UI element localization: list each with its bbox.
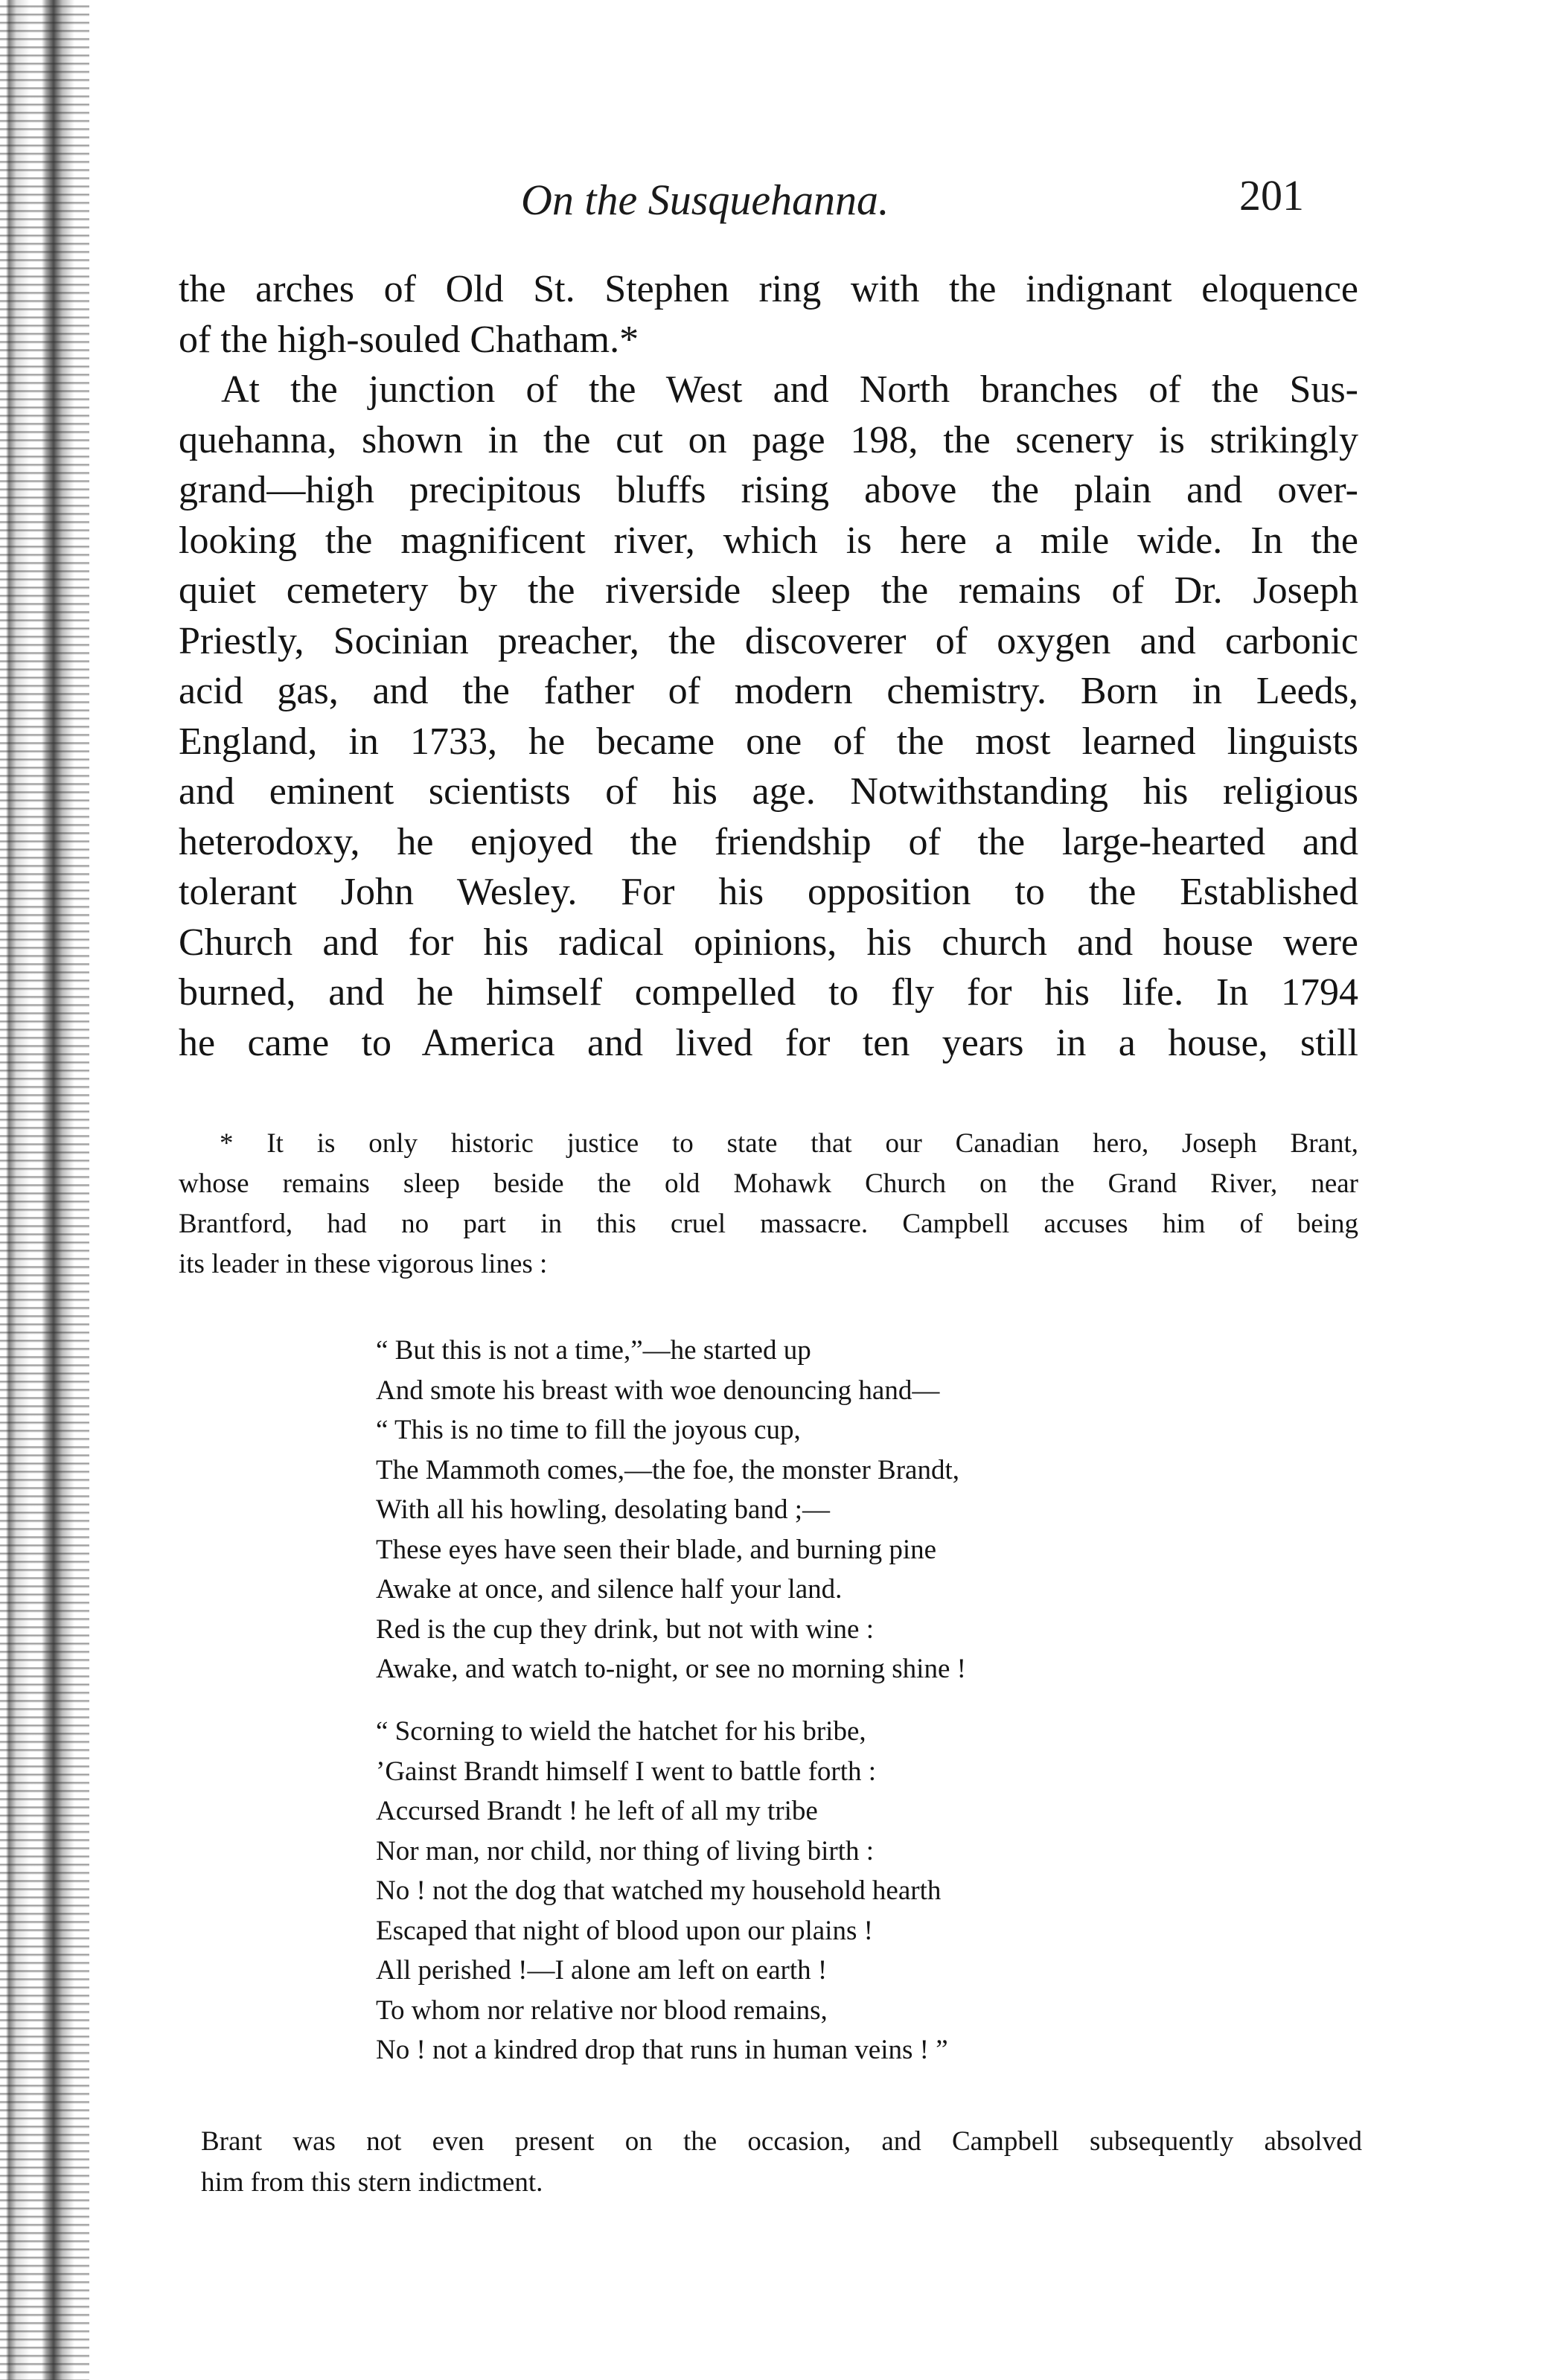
poem-line: The Mammoth comes,—the foe, the monster Brandt, [376, 1454, 960, 1485]
footnote-line: whose remains sleep beside the old Mohawk Church on the Grand River, near [179, 1168, 1358, 1199]
poem-stanza-2 [376, 1712, 1269, 2070]
page-header [0, 167, 1563, 234]
closing-note-line: him from this stern indictment. [201, 2167, 543, 2198]
body-line: he came to America and lived for ten years in a house, still [179, 1021, 1358, 1064]
body-line: the arches of Old St. Stephen ring with the indignant eloquence [179, 268, 1358, 310]
body-line: At the junction of the West and North branches of the Sus- [221, 368, 1358, 411]
poem-line: All perished !—I alone am left on earth ! [376, 1955, 828, 1986]
running-title: On the Susquehanna. [521, 176, 889, 224]
body-line: acid gas, and the father of modern chemistry. Born in Leeds, [179, 670, 1358, 712]
body-line: of the high-souled Chatham.* [179, 318, 639, 361]
body-line: grand—high precipitous bluffs rising above the plain and over- [179, 469, 1358, 511]
poem-line: Awake, and watch to-night, or see no morning shine ! [376, 1654, 966, 1684]
body-line: tolerant John Wesley. For his opposition to the Established [179, 871, 1358, 913]
poem-line: Awake at once, and silence half your land. [376, 1574, 843, 1605]
poem-stanza-1 [376, 1331, 1269, 1689]
body-line: quiet cemetery by the riverside sleep the remains of Dr. Joseph [179, 569, 1358, 612]
poem-line: “ This is no time to fill the joyous cup, [376, 1415, 801, 1445]
poem-line: And smote his breast with woe denouncing hand— [376, 1375, 940, 1406]
poem-line: To whom nor relative nor blood remains, [376, 1994, 828, 2026]
body-line: quehanna, shown in the cut on page 198, the scenery is strikingly [179, 418, 1358, 461]
body-line: Priestly, Socinian preacher, the discoverer of oxygen and carbonic [179, 619, 1358, 662]
closing-note [201, 2121, 1362, 2203]
footnote-line: its leader in these vigorous lines : [179, 1249, 548, 1279]
footnote-line: * It is only historic justice to state that our Canadian hero, Joseph Brant, [220, 1128, 1358, 1159]
poem-line: These eyes have seen their blade, and burning pine [376, 1534, 937, 1565]
footnote [179, 1124, 1358, 1285]
poem-line: No ! not the dog that watched my household hearth [376, 1875, 942, 1906]
scanned-binding-edge [0, 0, 89, 2380]
body-line: burned, and he himself compelled to fly for his life. In 1794 [179, 971, 1358, 1014]
poem-line: Accursed Brandt ! he left of all my tribe [376, 1796, 818, 1826]
body-line: looking the magnificent river, which is here a mile wide. In the [179, 519, 1358, 562]
poem-line: No ! not a kindred drop that runs in human veins ! ” [376, 2035, 948, 2065]
poem-line: ’Gainst Brandt himself I went to battle forth : [376, 1756, 877, 1787]
body-line: Church and for his radical opinions, his church and house were [179, 921, 1358, 964]
poem-line: Red is the cup they drink, but not with wine : [376, 1613, 874, 1645]
page-number: 201 [1239, 171, 1304, 220]
poem-line: Nor man, nor child, nor thing of living birth : [376, 1835, 874, 1866]
body-line: England, in 1733, he became one of the most learned linguists [179, 720, 1358, 763]
footnote-line: Brantford, had no part in this cruel massacre. Campbell accuses him of being [179, 1209, 1358, 1239]
body-line: and eminent scientists of his age. Notwithstanding his religious [179, 770, 1358, 813]
poem-line: With all his howling, desolating band ;— [376, 1494, 830, 1525]
closing-note-line: Brant was not even present on the occasion, and Campbell subsequently absolved [201, 2126, 1362, 2157]
poem-line: “ But this is not a time,”—he started up [376, 1335, 811, 1366]
body-line: heterodoxy, he enjoyed the friendship of the large-hearted and [179, 820, 1358, 863]
poem-line: Escaped that night of blood upon our plains ! [376, 1915, 873, 1946]
body-text [179, 264, 1358, 1068]
poem-line: “ Scorning to wield the hatchet for his bribe, [376, 1716, 866, 1747]
